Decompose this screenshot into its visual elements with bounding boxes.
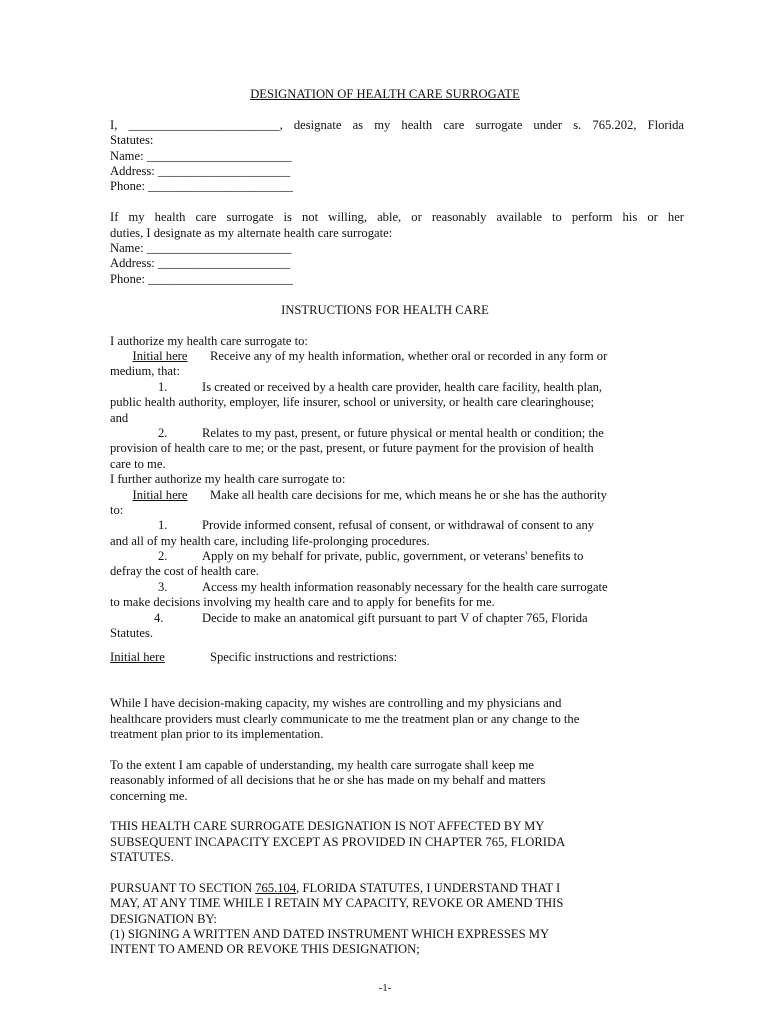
instructions-heading: INSTRUCTIONS FOR HEALTH CARE bbox=[281, 303, 489, 317]
alternate-intro-line2: duties, I designate as my alternate health care surrogate: bbox=[110, 226, 393, 240]
understanding-para-line: reasonably informed of all decisions that he or she has made on my behalf and matters bbox=[110, 773, 546, 787]
initial-here-field[interactable]: Initial here bbox=[110, 650, 165, 664]
capacity-para-line: healthcare providers must clearly communicate to me the treatment plan or any change to the bbox=[110, 712, 580, 726]
designation-statutes: Statutes: bbox=[110, 133, 154, 147]
further-s3: 3. Access my health information reasonably necessary for the health care surrogate bbox=[158, 580, 608, 594]
authorize-sub1-line3: and bbox=[110, 411, 129, 425]
alternate-address-field[interactable]: Address: _____________________ bbox=[110, 256, 291, 270]
further-s4-line2: Statutes. bbox=[110, 626, 154, 640]
authorize-item-a bbox=[110, 349, 607, 364]
further-item-b-line2: to: bbox=[110, 503, 124, 517]
pursuant-line3: DESIGNATION BY: bbox=[110, 912, 217, 926]
surrogate-phone-field[interactable]: Phone: _______________________ bbox=[110, 179, 293, 193]
further-s1-line2: and all of my health care, including life-prolonging procedures. bbox=[110, 534, 430, 548]
pursuant-line5: INTENT TO AMEND OR REVOKE THIS DESIGNATION; bbox=[110, 942, 420, 956]
further-s2-line2: defray the cost of health care. bbox=[110, 564, 259, 578]
initial-here-field[interactable]: Initial here bbox=[132, 349, 188, 363]
alternate-intro-line1: If my health care surrogate is not willing, able, or reasonably available to perform his or her bbox=[110, 210, 684, 224]
surrogate-name-field[interactable]: Name: _______________________ bbox=[110, 149, 292, 163]
alternate-phone-field[interactable]: Phone: _______________________ bbox=[110, 272, 293, 286]
further-item-b-text: Make all health care decisions for me, which means he or she has the authority bbox=[210, 488, 607, 502]
further-s3-line2: to make decisions involving my health care and to apply for benefits for me. bbox=[110, 595, 495, 609]
authorize-sub2: 2. Relates to my past, present, or future physical or mental health or condition; the bbox=[158, 426, 604, 440]
alternate-name-field[interactable]: Name: _______________________ bbox=[110, 241, 292, 255]
authorize-sub1: 1. Is created or received by a health care provider, health care facility, health plan, bbox=[158, 380, 603, 394]
specific-instructions bbox=[110, 650, 397, 665]
further-s1: 1. Provide informed consent, refusal of consent, or withdrawal of consent to any bbox=[158, 518, 595, 532]
document-title: DESIGNATION OF HEALTH CARE SURROGATE bbox=[250, 87, 520, 101]
pursuant-line4: (1) SIGNING A WRITTEN AND DATED INSTRUMENT WHICH EXPRESSES MY bbox=[110, 927, 550, 941]
initial-here-field[interactable]: Initial here bbox=[132, 488, 188, 502]
authorize-item-a-line2: medium, that: bbox=[110, 364, 180, 378]
designation-line: I, ________________________, designate as my health care surrogate under s. 765.202, Florida bbox=[110, 118, 684, 132]
understanding-para-line: To the extent I am capable of understanding, my health care surrogate shall keep me bbox=[110, 758, 534, 772]
authorize-sub2-line3: care to me. bbox=[110, 457, 166, 471]
capacity-para-line: treatment plan prior to its implementation. bbox=[110, 727, 324, 741]
authorize-sub2-line2: provision of health care to me; or the past, present, or future payment for the provision of health bbox=[110, 441, 594, 455]
incapacity-para-line: SUBSEQUENT INCAPACITY EXCEPT AS PROVIDED IN CHAPTER 765, FLORIDA bbox=[110, 835, 566, 849]
pursuant-line2: MAY, AT ANY TIME WHILE I RETAIN MY CAPACITY, REVOKE OR AMEND THIS bbox=[110, 896, 564, 910]
authorize-sub1-line2: public health authority, employer, life insurer, school or university, or health care clearinghouse; bbox=[110, 395, 595, 409]
understanding-para-line: concerning me. bbox=[110, 789, 188, 803]
capacity-para-line: While I have decision-making capacity, my wishes are controlling and my physicians and bbox=[110, 696, 562, 710]
surrogate-address-field[interactable]: Address: _____________________ bbox=[110, 164, 291, 178]
further-item-b bbox=[110, 488, 607, 503]
further-s2: 2. Apply on my behalf for private, public, government, or veterans' benefits to bbox=[158, 549, 584, 563]
incapacity-para-line: STATUTES. bbox=[110, 850, 174, 864]
pursuant-line1: PURSUANT TO SECTION 765.104, FLORIDA STATUTES, I UNDERSTAND THAT I bbox=[110, 881, 561, 895]
authorize-intro: I authorize my health care surrogate to: bbox=[110, 334, 308, 348]
further-intro: I further authorize my health care surrogate to: bbox=[110, 472, 346, 486]
specific-instructions-text: Specific instructions and restrictions: bbox=[210, 650, 398, 664]
page-number: -1- bbox=[378, 982, 392, 994]
statute-link[interactable]: 765.104 bbox=[255, 881, 297, 895]
authorize-item-a-text: Receive any of my health information, whether oral or recorded in any form or bbox=[210, 349, 608, 363]
incapacity-para-line: THIS HEALTH CARE SURROGATE DESIGNATION IS NOT AFFECTED BY MY bbox=[110, 819, 545, 833]
further-s4: 4. Decide to make an anatomical gift pursuant to part V of chapter 765, Florida bbox=[154, 611, 588, 625]
